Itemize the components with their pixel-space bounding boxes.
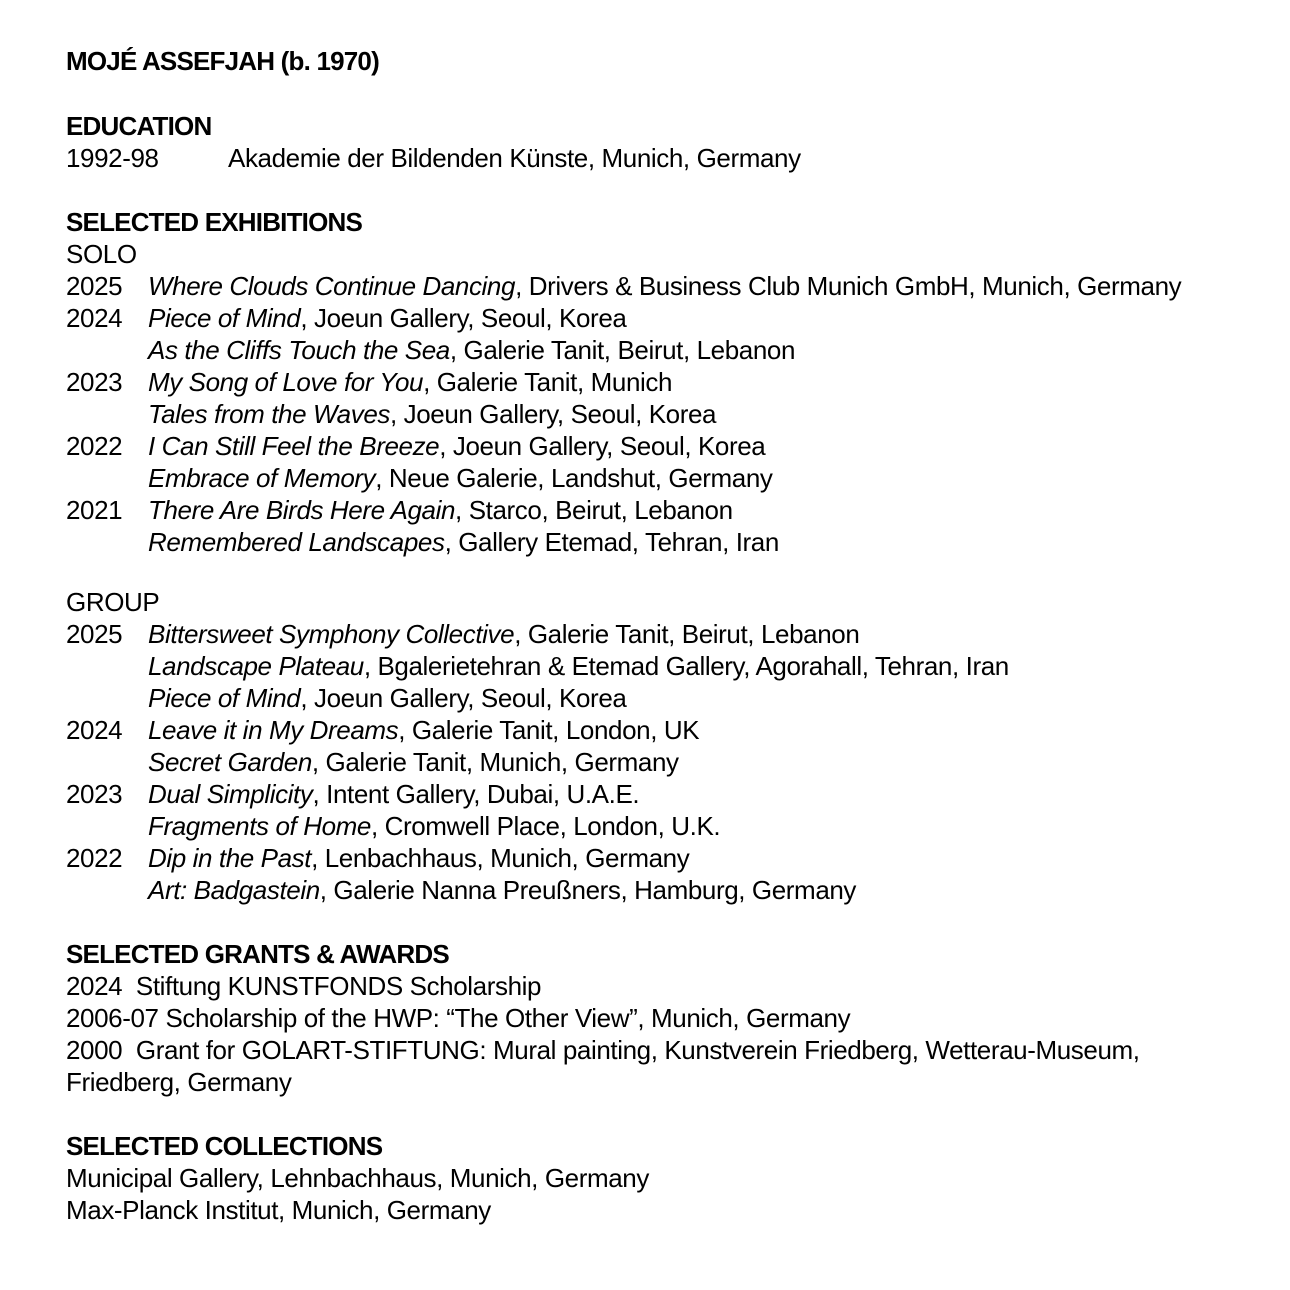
exhibition-title: Tales from the Waves xyxy=(148,399,390,429)
exhibition-venue: , Joeun Gallery, Seoul, Korea xyxy=(390,399,717,429)
exhibition-title: Embrace of Memory xyxy=(148,463,376,493)
grants-heading: SELECTED GRANTS & AWARDS xyxy=(66,939,449,969)
solo-exhibition-row xyxy=(66,366,1290,398)
exhibition-title: I Can Still Feel the Breeze xyxy=(148,431,440,461)
exhibition-year: 2025 xyxy=(66,619,123,649)
collections-heading: SELECTED COLLECTIONS xyxy=(66,1131,383,1161)
cv-document xyxy=(66,44,1290,1226)
exhibition-year xyxy=(66,650,148,682)
exhibition-venue: , Bgalerietehran & Etemad Gallery, Agorahall, Tehran, Iran xyxy=(363,651,1009,681)
solo-exhibition-row xyxy=(66,526,1290,558)
exhibition-year xyxy=(66,810,148,842)
grant-line-continuation: Friedberg, Germany xyxy=(66,1067,292,1097)
group-exhibition-row xyxy=(66,874,1290,906)
exhibition-title: There Are Birds Here Again xyxy=(148,495,456,525)
exhibition-venue: , Galerie Tanit, Munich, Germany xyxy=(311,747,679,777)
collection-line: Max-Planck Institut, Munich, Germany xyxy=(66,1195,491,1225)
exhibition-venue: , Joeun Gallery, Seoul, Korea xyxy=(300,303,627,333)
exhibition-venue: , Joeun Gallery, Seoul, Korea xyxy=(300,683,627,713)
exhibition-venue: , Cromwell Place, London, U.K. xyxy=(370,811,721,841)
exhibition-title: Piece of Mind xyxy=(148,303,301,333)
exhibition-venue: , Galerie Tanit, Beirut, Lebanon xyxy=(514,619,860,649)
exhibition-title: My Song of Love for You xyxy=(148,367,424,397)
exhibition-title: Where Clouds Continue Dancing xyxy=(148,271,516,301)
group-exhibition-row xyxy=(66,746,1290,778)
education-heading: EDUCATION xyxy=(66,111,212,141)
exhibition-title: Bittersweet Symphony Collective xyxy=(148,619,515,649)
exhibition-title: Secret Garden xyxy=(148,747,312,777)
solo-exhibition-row xyxy=(66,302,1290,334)
exhibition-year: 2021 xyxy=(66,495,123,525)
exhibition-venue: , Galerie Tanit, Beirut, Lebanon xyxy=(449,335,796,365)
exhibition-venue: , Intent Gallery, Dubai, U.A.E. xyxy=(312,779,640,809)
solo-label: SOLO xyxy=(66,239,137,269)
group-exhibition-row xyxy=(66,650,1290,682)
group-exhibition-list xyxy=(66,618,1290,906)
group-label: GROUP xyxy=(66,587,160,617)
group-exhibition-row xyxy=(66,714,1290,746)
exhibition-year xyxy=(66,334,148,366)
solo-exhibition-row xyxy=(66,398,1290,430)
group-exhibition-row xyxy=(66,682,1290,714)
exhibition-venue: , Joeun Gallery, Seoul, Korea xyxy=(439,431,766,461)
exhibition-year xyxy=(66,746,148,778)
education-text: Akademie der Bildenden Künste, Munich, Germany xyxy=(228,143,801,173)
exhibition-year xyxy=(66,526,148,558)
exhibition-title: Fragments of Home xyxy=(148,811,371,841)
grant-line: 2006-07 Scholarship of the HWP: “The Other View”, Munich, Germany xyxy=(66,1003,851,1033)
exhibition-title: Art: Badgastein xyxy=(148,875,320,905)
education-row xyxy=(66,142,1290,174)
exhibition-year: 2025 xyxy=(66,271,123,301)
exhibition-venue: , Starco, Beirut, Lebanon xyxy=(455,495,733,525)
solo-exhibition-row xyxy=(66,430,1290,462)
group-exhibition-row xyxy=(66,810,1290,842)
exhibition-venue: , Lenbachhaus, Munich, Germany xyxy=(311,843,690,873)
exhibition-venue: , Galerie Tanit, London, UK xyxy=(398,715,700,745)
exhibition-year: 2022 xyxy=(66,431,123,461)
solo-exhibition-row xyxy=(66,494,1290,526)
exhibition-year: 2022 xyxy=(66,843,123,873)
exhibition-year xyxy=(66,874,148,906)
solo-exhibition-row xyxy=(66,462,1290,494)
exhibition-title: Leave it in My Dreams xyxy=(148,715,399,745)
group-exhibition-row xyxy=(66,778,1290,810)
exhibition-year: 2024 xyxy=(66,715,123,745)
education-year: 1992-98 xyxy=(66,143,159,173)
exhibition-venue: , Galerie Nanna Preußners, Hamburg, Germany xyxy=(319,875,857,905)
exhibition-year: 2024 xyxy=(66,303,123,333)
exhibition-year xyxy=(66,462,148,494)
exhibition-venue: , Drivers & Business Club Munich GmbH, Munich, Germany xyxy=(515,271,1182,301)
exhibition-title: Landscape Plateau xyxy=(148,651,364,681)
collection-line: Municipal Gallery, Lehnbachhaus, Munich, Germany xyxy=(66,1163,649,1193)
exhibition-title: Piece of Mind xyxy=(148,683,301,713)
solo-exhibition-row xyxy=(66,334,1290,366)
exhibition-title: Dip in the Past xyxy=(148,843,312,873)
exhibition-title: As the Cliffs Touch the Sea xyxy=(148,335,450,365)
exhibitions-heading: SELECTED EXHIBITIONS xyxy=(66,207,363,237)
exhibition-year xyxy=(66,682,148,714)
group-exhibition-row xyxy=(66,842,1290,874)
exhibition-venue: , Galerie Tanit, Munich xyxy=(423,367,673,397)
artist-name-title: MOJÉ ASSEFJAH (b. 1970) xyxy=(66,46,379,76)
exhibition-year: 2023 xyxy=(66,779,123,809)
exhibition-title: Remembered Landscapes xyxy=(148,527,445,557)
exhibition-venue: , Neue Galerie, Landshut, Germany xyxy=(375,463,773,493)
exhibition-year: 2023 xyxy=(66,367,123,397)
group-exhibition-row xyxy=(66,618,1290,650)
grant-line: 2000 Grant for GOLART-STIFTUNG: Mural painting, Kunstverein Friedberg, Wetterau-Museum, xyxy=(66,1035,1140,1065)
solo-exhibition-list xyxy=(66,270,1290,558)
exhibition-year xyxy=(66,398,148,430)
solo-exhibition-row xyxy=(66,270,1290,302)
exhibition-venue: , Gallery Etemad, Tehran, Iran xyxy=(444,527,779,557)
grant-line: 2024 Stiftung KUNSTFONDS Scholarship xyxy=(66,971,542,1001)
exhibition-title: Dual Simplicity xyxy=(148,779,313,809)
